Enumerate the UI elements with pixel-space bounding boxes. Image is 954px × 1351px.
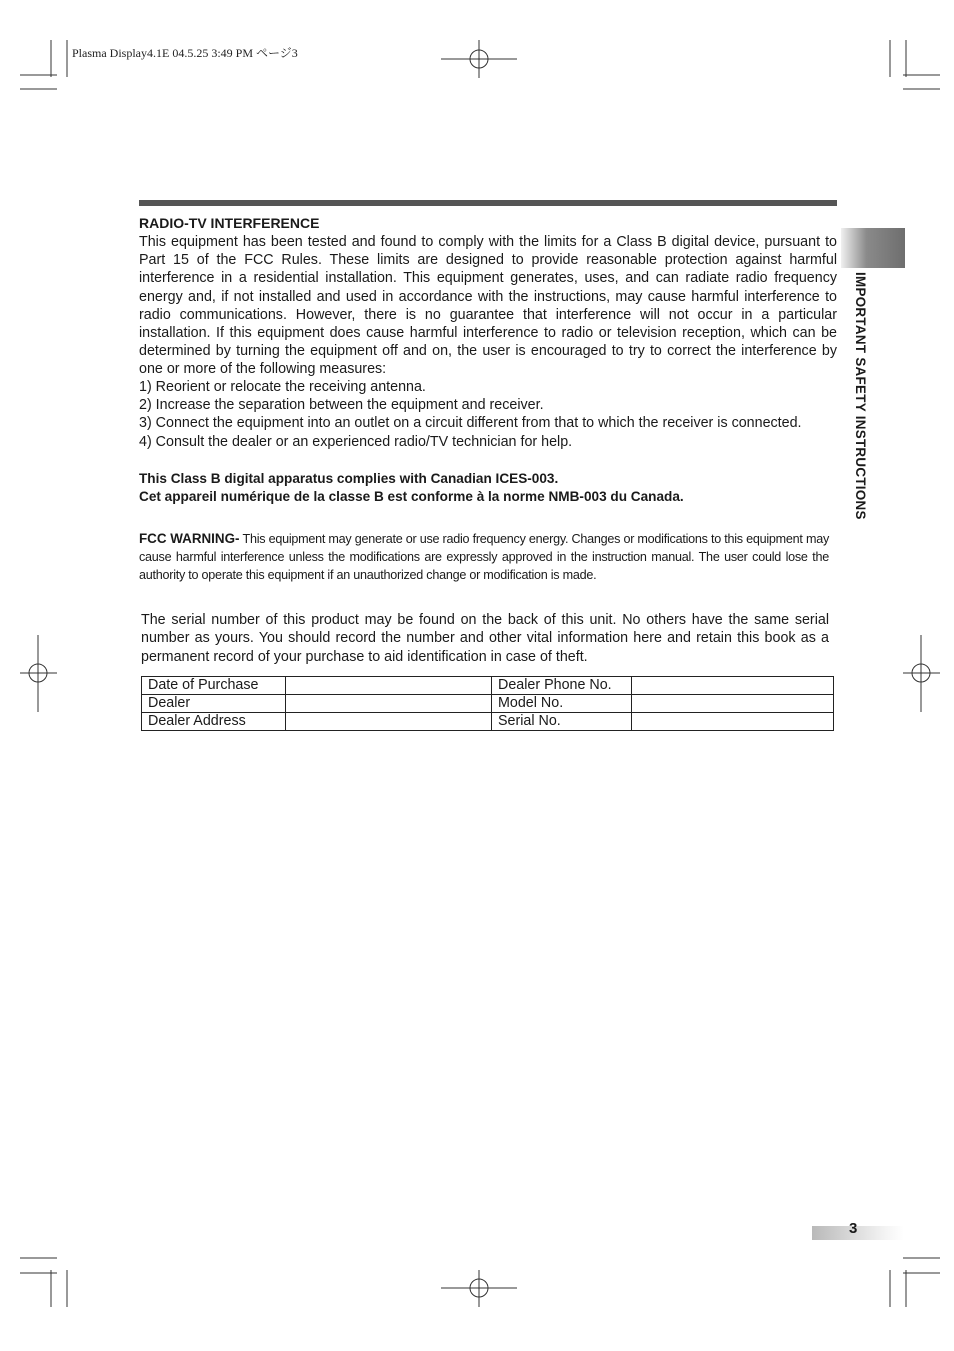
- table-cell-blank: [286, 713, 492, 731]
- table-cell-blank: [632, 695, 834, 713]
- table-row: [142, 713, 834, 731]
- measures-list: [139, 378, 839, 451]
- interference-paragraph: This equipment has been tested and found to comply with the limits for a Class B digital device, pursuant to Part 15 of the FCC Rules. These limits are designed to provide reasonable protection against harmful interference in a residential installation. This equipment generates, uses, and can radiate radio frequency energy and, if not installed and used in accordance with the instructions, may cause harmful interference to radio communications. However, there is no guarantee that interference will not occur in a particular installation. If this equipment does cause harmful interference to radio or television reception, which can be determined by turning the equipment off and on, the user is encouraged to try to correct the interference by one or more of the following measures:: [139, 234, 837, 378]
- fcc-warning-text: This equipment may generate or use radio frequency energy. Changes or modifications to this equipment may cause harmful interference unless the modifications are expressly approved in the instruction manual. The user could lose the authority to operate this equipment if an unauthorized change or modification is made.: [139, 532, 830, 583]
- page-number: 3: [849, 1220, 858, 1237]
- table-cell-label: Dealer: [142, 695, 286, 713]
- table-row: [142, 695, 834, 713]
- section-title: RADIO-TV INTERFERENCE: [139, 215, 320, 231]
- table-row: [142, 677, 834, 695]
- table-cell-label: Serial No.: [492, 713, 632, 731]
- print-slug: Plasma Display4.1E 04.5.25 3:49 PM ページ3: [72, 46, 298, 60]
- table-cell-label: Date of Purchase: [142, 677, 286, 695]
- table-cell-blank: [632, 713, 834, 731]
- page-number-bar: [812, 1226, 904, 1240]
- side-section-label-text: IMPORTANT SAFETY INSTRUCTIONS: [853, 272, 868, 520]
- canada-compliance: [139, 470, 684, 506]
- table-cell-label: Model No.: [492, 695, 632, 713]
- list-item: 2) Increase the separation between the equipment and receiver.: [139, 397, 544, 414]
- canada-compliance-fr: Cet appareil numérique de la classe B est conforme à la norme NMB-003 du Canada.: [139, 489, 684, 504]
- top-rule: [139, 200, 837, 206]
- canada-compliance-en: This Class B digital apparatus complies with Canadian ICES-003.: [139, 471, 559, 486]
- table-cell-blank: [286, 695, 492, 713]
- purchase-record-table: [141, 676, 834, 731]
- table-cell-blank: [286, 677, 492, 695]
- table-cell-blank: [632, 677, 834, 695]
- list-item: 4) Consult the dealer or an experienced radio/TV technician for help.: [139, 433, 573, 450]
- serial-number-note: The serial number of this product may be found on the back of this unit. No others have the same serial number as yours. You should record the number and other vital information here and retain this book as a permanent record of your purchase to aid identification in case of theft.: [141, 612, 829, 665]
- table-cell-label: Dealer Address: [142, 713, 286, 731]
- side-section-label: [853, 272, 873, 572]
- fcc-warning-lead: FCC WARNING-: [139, 531, 240, 546]
- side-tab-marker: [841, 228, 905, 268]
- list-item: 3) Connect the equipment into an outlet on a circuit different from that to which the receiver is connected.: [139, 415, 802, 432]
- table-cell-label: Dealer Phone No.: [492, 677, 632, 695]
- list-item: 1) Reorient or relocate the receiving antenna.: [139, 379, 426, 395]
- fcc-warning: [139, 530, 829, 585]
